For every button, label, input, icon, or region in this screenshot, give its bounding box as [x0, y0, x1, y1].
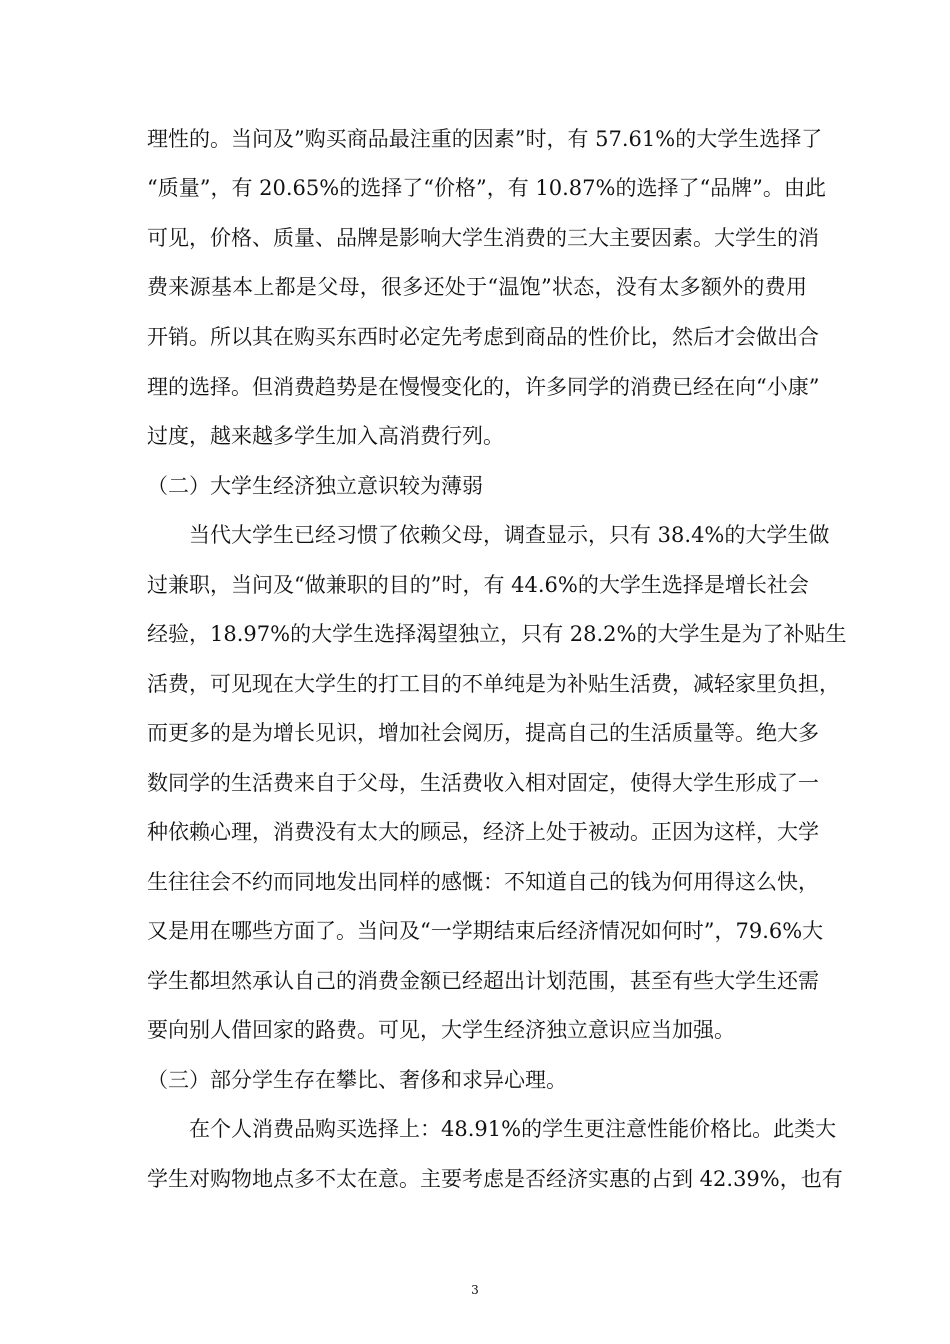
paragraph-3-line-2: 学生对购物地点多不太在意。主要考虑是否经济实惠的占到 42.39%，也有 [147, 1167, 843, 1191]
paragraph-3-line-1: 在个人消费品购买选择上：48.91%的学生更注意性能价格比。此类大 [189, 1117, 837, 1141]
paragraph-2-line-7: 种依赖心理，消费没有太大的顾忌，经济上处于被动。正因为这样，大学 [147, 820, 819, 844]
section-heading-2: （二）大学生经济独立意识较为薄弱 [147, 474, 483, 498]
paragraph-1-line-1: 理性的。当问及”购买商品最注重的因素”时，有 57.61%的大学生选择了 [147, 127, 823, 151]
paragraph-2-line-8: 生往往会不约而同地发出同样的感慨：不知道自己的钱为何用得这么快， [147, 870, 819, 894]
paragraph-2-line-3: 经验，18.97%的大学生选择渴望独立，只有 28.2%的大学生是为了补贴生 [147, 622, 847, 646]
paragraph-2-line-11: 要向别人借回家的路费。可见，大学生经济独立意识应当加强。 [147, 1018, 735, 1042]
paragraph-2-line-2: 过兼职，当问及“做兼职的目的”时，有 44.6%的大学生选择是增长社会 [147, 573, 809, 597]
paragraph-2-line-6: 数同学的生活费来自于父母，生活费收入相对固定，使得大学生形成了一 [147, 771, 819, 795]
paragraph-2-line-1: 当代大学生已经习惯了依赖父母，调查显示，只有 38.4%的大学生做 [189, 523, 830, 547]
paragraph-2-line-5: 而更多的是为增长见识，增加社会阅历，提高自己的生活质量等。绝大多 [147, 721, 819, 745]
paragraph-1-line-7: 过度，越来越多学生加入高消费行列。 [147, 424, 504, 448]
paragraph-1-line-5: 开销。所以其在购买东西时必定先考虑到商品的性价比，然后才会做出合 [147, 325, 819, 349]
paragraph-1-line-3: 可见，价格、质量、品牌是影响大学生消费的三大主要因素。大学生的消 [147, 226, 819, 250]
section-heading-3: （三）部分学生存在攀比、奢侈和求异心理。 [147, 1068, 567, 1092]
paragraph-1-line-4: 费来源基本上都是父母，很多还处于“温饱”状态，没有太多额外的费用 [147, 275, 807, 299]
page-number: 3 [471, 1283, 479, 1297]
paragraph-2-line-9: 又是用在哪些方面了。当问及“一学期结束后经济情况如何时”，79.6%大 [147, 919, 824, 943]
paragraph-1-line-6: 理的选择。但消费趋势是在慢慢变化的，许多同学的消费已经在向“小康” [147, 375, 820, 399]
paragraph-2-line-4: 活费，可见现在大学生的打工目的不单纯是为补贴生活费，减轻家里负担， [147, 672, 840, 696]
paragraph-1-line-2: “质量”，有 20.65%的选择了“价格”，有 10.87%的选择了“品牌”。由此 [147, 176, 826, 200]
paragraph-2-line-10: 学生都坦然承认自己的消费金额已经超出计划范围，甚至有些大学生还需 [147, 969, 819, 993]
